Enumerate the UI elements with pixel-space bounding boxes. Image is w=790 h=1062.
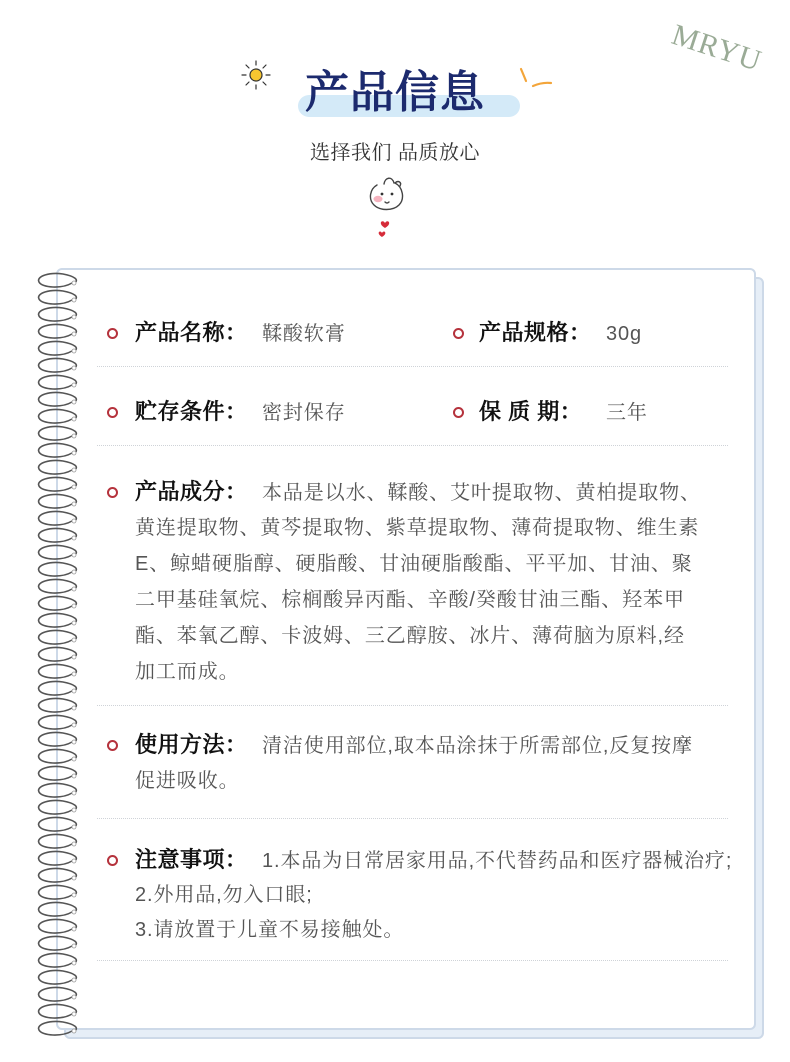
product-spec-row xyxy=(479,315,642,351)
ingredients-line: 本品是以水、鞣酸、艾叶提取物、黄柏提取物、 xyxy=(262,482,701,504)
notes-row xyxy=(135,842,732,878)
notes-line: 3.请放置于儿童不易接触处。 xyxy=(135,919,405,941)
spiral-ring xyxy=(39,630,77,644)
spiral-binding xyxy=(30,268,92,1044)
divider xyxy=(97,366,728,367)
spiral-ring xyxy=(39,749,77,763)
usage-line: 清洁使用部位,取本品涂抹于所需部位,反复按摩 xyxy=(262,735,693,757)
spiral-ring xyxy=(39,596,77,610)
spiral-ring xyxy=(39,460,77,474)
spiral-ring xyxy=(39,562,77,576)
spiral-ring xyxy=(39,970,77,984)
spiral-ring xyxy=(39,681,77,695)
spiral-ring xyxy=(39,698,77,712)
divider xyxy=(97,960,728,961)
bullet-icon xyxy=(453,407,464,418)
shelf-life-label: 保 质 期： xyxy=(479,399,583,424)
usage-row xyxy=(135,727,693,763)
spiral-ring xyxy=(39,868,77,882)
spiral-ring xyxy=(39,987,77,1001)
ingredients-line: 黄连提取物、黄芩提取物、紫草提取物、薄荷提取物、维生素 xyxy=(135,517,700,539)
spiral-ring xyxy=(39,477,77,491)
bullet-icon xyxy=(107,740,118,751)
bullet-icon xyxy=(107,407,118,418)
divider xyxy=(97,705,728,706)
shelf-life-row xyxy=(479,394,648,430)
spiral-ring xyxy=(39,341,77,355)
notes-line: 1.本品为日常居家用品,不代替药品和医疗器械治疗; xyxy=(262,850,733,872)
storage-value: 密封保存 xyxy=(262,402,346,424)
spiral-ring xyxy=(39,426,77,440)
spiral-ring xyxy=(39,545,77,559)
storage-row xyxy=(135,394,346,430)
product-spec-value: 30g xyxy=(606,323,643,345)
spiral-ring xyxy=(39,919,77,933)
spiral-ring xyxy=(39,817,77,831)
brand-watermark: MRYU xyxy=(667,18,766,78)
spiral-ring xyxy=(39,613,77,627)
bullet-icon xyxy=(453,328,464,339)
spiral-ring xyxy=(39,579,77,593)
page-subtitle: 选择我们 品质放心 xyxy=(309,142,481,164)
spiral-ring xyxy=(39,528,77,542)
bullet-icon xyxy=(107,855,118,866)
spiral-ring xyxy=(39,324,77,338)
spiral-ring xyxy=(39,375,77,389)
spiral-ring xyxy=(39,409,77,423)
spiral-ring xyxy=(39,664,77,678)
spiral-ring xyxy=(39,800,77,814)
ingredients-line: 酯、苯氧乙醇、卡波姆、三乙醇胺、冰片、薄荷脑为原料,经 xyxy=(135,625,685,647)
storage-label: 贮存条件： xyxy=(135,399,248,424)
product-name-value: 鞣酸软膏 xyxy=(262,323,346,345)
spiral-ring xyxy=(39,783,77,797)
divider xyxy=(97,818,728,819)
product-spec-label: 产品规格： xyxy=(479,320,592,345)
spiral-ring xyxy=(39,715,77,729)
spiral-ring xyxy=(39,647,77,661)
notes-line: 2.外用品,勿入口眼; xyxy=(135,884,313,906)
ingredients-row xyxy=(135,474,701,510)
page-title: 产品信息 xyxy=(305,68,485,117)
spiral-ring xyxy=(39,1004,77,1018)
spiral-ring xyxy=(39,732,77,746)
spiral-ring xyxy=(39,953,77,967)
spiral-ring xyxy=(39,936,77,950)
usage-line: 促进吸收。 xyxy=(135,770,240,792)
product-name-label: 产品名称： xyxy=(135,320,248,345)
sparkle-doodle-icon xyxy=(514,64,556,96)
spiral-ring xyxy=(39,834,77,848)
ingredients-line: E、鲸蜡硬脂醇、硬脂酸、甘油硬脂酸酯、平平加、甘油、聚 xyxy=(135,553,693,575)
bullet-icon xyxy=(107,328,118,339)
spiral-ring xyxy=(39,494,77,508)
spiral-ring xyxy=(39,902,77,916)
ingredients-line: 加工而成。 xyxy=(135,661,240,683)
spiral-ring xyxy=(39,392,77,406)
bullet-icon xyxy=(107,487,118,498)
ingredients-line: 二甲基硅氧烷、棕榈酸异丙酯、辛酸/癸酸甘油三酯、羟苯甲 xyxy=(135,589,685,611)
spiral-ring xyxy=(39,290,77,304)
notes-label: 注意事项： xyxy=(135,847,248,872)
spiral-ring xyxy=(39,851,77,865)
face-doodle-icon xyxy=(362,174,412,218)
spiral-ring xyxy=(39,1021,77,1035)
spiral-ring xyxy=(39,766,77,780)
usage-label: 使用方法： xyxy=(135,732,248,757)
divider xyxy=(97,445,728,446)
product-name-row xyxy=(135,315,346,351)
spiral-ring xyxy=(39,307,77,321)
spiral-ring xyxy=(39,443,77,457)
spiral-ring xyxy=(39,273,77,287)
spiral-ring xyxy=(39,511,77,525)
spiral-ring xyxy=(39,358,77,372)
hearts-icon xyxy=(372,218,394,242)
spiral-ring xyxy=(39,885,77,899)
shelf-life-value: 三年 xyxy=(606,402,648,424)
ingredients-label: 产品成分： xyxy=(135,479,248,504)
